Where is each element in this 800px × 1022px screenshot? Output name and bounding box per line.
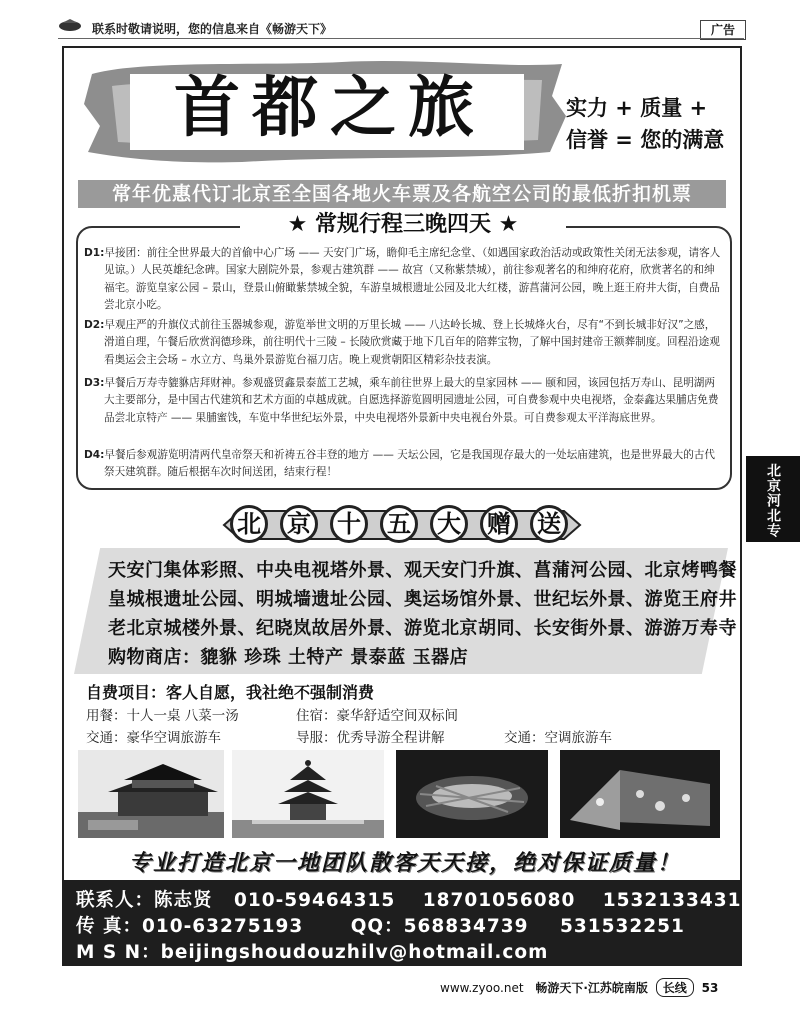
contact-fax-label: 传 真： (76, 916, 142, 937)
photo-temple-of-heaven (232, 750, 384, 838)
contact-phone-3[interactable]: 15321334315 (602, 890, 756, 911)
top-divider (58, 38, 744, 39)
itinerary-day-3 (84, 375, 724, 427)
photo-water-cube (560, 750, 720, 838)
footer-publication: 畅游天下·江苏皖南版 (535, 981, 648, 995)
photo-tiananmen (78, 750, 224, 838)
day-text: 早餐后万寿寺貔貅店拜财神。参观盛贸鑫景泰蓝工艺城，乘车前往世界上最大的皇家园林 —— 颐和园，该园包括万寿山、昆明湖两大主要部分，是中国古代建筑和艺术方面的卓越成就。自愿选择游览圆明园遗址公园，可自费参观中央电视塔，金泰鑫达果脯店免费品尝北京特产 —— 果脯蜜饯，车览中华世纪坛外景，中央电视塔外景新中央电视台外景。可自费参观太平洋海底世界。 (104, 377, 719, 424)
slogan-line-1: 实力 + 质量 + (566, 96, 708, 120)
route-side-tab-label: 北京河北专线 (711, 462, 781, 538)
day-text: 早接团：前往全世界最大的首偷中心广场 —— 天安门广场，瞻仰毛主席纪念堂、（如遇国家政治活动或政策性关闭无法参观，请客人见谅。）人民英雄纪念碑。国家大剧院外景，参观古建筑群 —— 故宫（又称紫禁城），前往参观著名的和绅府花府，欣赏著名的和绅福宅。游览皇家公园 – 景山，登景山俯瞰紫禁城全貌，车游皇城根遗址公园及北大红楼，游菖蒲河公园，晚上逛王府井大街，自费品尝北京小吃。 (104, 247, 721, 312)
gift-line-2: 皇城根遗址公园、明城墙遗址公园、奥运场馆外景、世纪坛外景、游览王府井 (108, 589, 737, 610)
day-label: D3: (84, 377, 105, 389)
service-transport: 交通：豪华空调旅游车 (86, 730, 221, 746)
gift-heading-char: 五 (380, 505, 418, 543)
contact-block (62, 880, 756, 966)
photo-birds-nest (396, 750, 548, 838)
contact-line-person (76, 886, 755, 912)
itinerary-day-4 (84, 447, 724, 482)
gift-line-4: 购物商店：貔貅 珍珠 土特产 景泰蓝 玉器店 (108, 647, 469, 668)
footer-section-pill: 长线 (656, 978, 694, 997)
magazine-logo-icon (58, 18, 82, 32)
source-note: 联系时敬请说明，您的信息来自《畅游天下》 (92, 22, 333, 36)
page-number: 53 (701, 981, 719, 995)
ticket-offer-banner: 常年优惠代订北京至全国各地火车票及各航空公司的最低折扣机票 (78, 180, 726, 208)
service-transport-alt: 交通：空调旅游车 (504, 730, 612, 746)
contact-msn-label: M S N： (76, 942, 161, 963)
contact-person-label: 联系人： (76, 890, 155, 911)
gift-heading-char: 十 (330, 505, 368, 543)
contact-phone-1[interactable]: 010-59464315 (233, 890, 396, 911)
itinerary-day-2 (84, 317, 724, 369)
contact-qq-label: QQ： (350, 916, 404, 937)
gift-line-3: 老北京城楼外景、纪晓岚故居外景、游览北京胡同、长安街外景、游游万寿寺 (108, 618, 737, 639)
itinerary-heading: ★ 常规行程三晚四天 ★ (240, 210, 566, 240)
contact-fax: 010-63275193 (141, 916, 304, 937)
day-text: 早餐后参观游览明清两代皇帝祭天和祈祷五谷丰登的地方 —— 天坛公园，它是我国现存最大的一处坛庙建筑，也是世界最大的古代祭天建筑群。随后根据车次时间送团，结束行程！ (104, 449, 715, 479)
slogan-line-2: 信誉 = 您的满意 (566, 128, 725, 152)
contact-qq-2[interactable]: 531532251 (559, 916, 685, 937)
service-guide: 导服：优秀导游全程讲解 (296, 730, 445, 746)
route-side-tab (711, 456, 800, 542)
gift-heading-char: 赠 (480, 505, 518, 543)
day-label: D2: (84, 319, 105, 331)
contact-qq-1[interactable]: 568834739 (403, 916, 529, 937)
gift-heading-char: 京 (280, 505, 318, 543)
page-title: 首都之旅 (174, 69, 486, 146)
bottom-slogan: 专业打造北京一地团队散客天天接，绝对保证质量！ (128, 851, 681, 876)
contact-phone-2[interactable]: 18701056080 (422, 890, 576, 911)
service-meal: 用餐：十人一桌 八菜一汤 (86, 708, 239, 724)
contact-line-msn (76, 938, 548, 964)
day-label: D4: (84, 449, 105, 461)
gifts-heading (220, 503, 584, 547)
gift-heading-char: 大 (430, 505, 468, 543)
ad-tag: 广告 (700, 20, 746, 40)
page-footer (440, 978, 718, 997)
contact-person-name: 陈志贤 (154, 890, 213, 911)
itinerary-day-1 (84, 245, 724, 315)
day-label: D1: (84, 247, 105, 259)
day-text: 早观庄严的升旗仪式前往玉器城参观，游览举世文明的万里长城 —— 八达岭长城、登上长城烽火台，尽有“不到长城非好汉”之感，滑道自理，午餐后欣赏润德珍珠，前往明代十三陵 – 长陵欣赏藏于地下几百年的陪葬宝物，了解中国封建帝王额葬制度。回程沿途观看奥运会主会场 – 水立方、鸟巢外景游览台福刀店。晚上观赏朝阳区精彩杂技表演。 (104, 319, 720, 366)
gift-line-1: 天安门集体彩照、中央电视塔外景、观天安门升旗、菖蒲河公园、北京烤鸭餐 (108, 560, 737, 581)
self-pay-note: 自费项目：客人自愿，我社绝不强制消费 (86, 683, 375, 702)
contact-msn[interactable]: beijingshoudouzhilv@hotmail.com (160, 942, 549, 963)
gift-heading-char: 送 (530, 505, 568, 543)
gift-heading-char: 北 (230, 505, 268, 543)
footer-site[interactable]: www.zyoo.net (440, 981, 524, 995)
service-lodging: 住宿：豪华舒适空间双标间 (296, 708, 458, 724)
contact-line-fax (76, 912, 685, 938)
